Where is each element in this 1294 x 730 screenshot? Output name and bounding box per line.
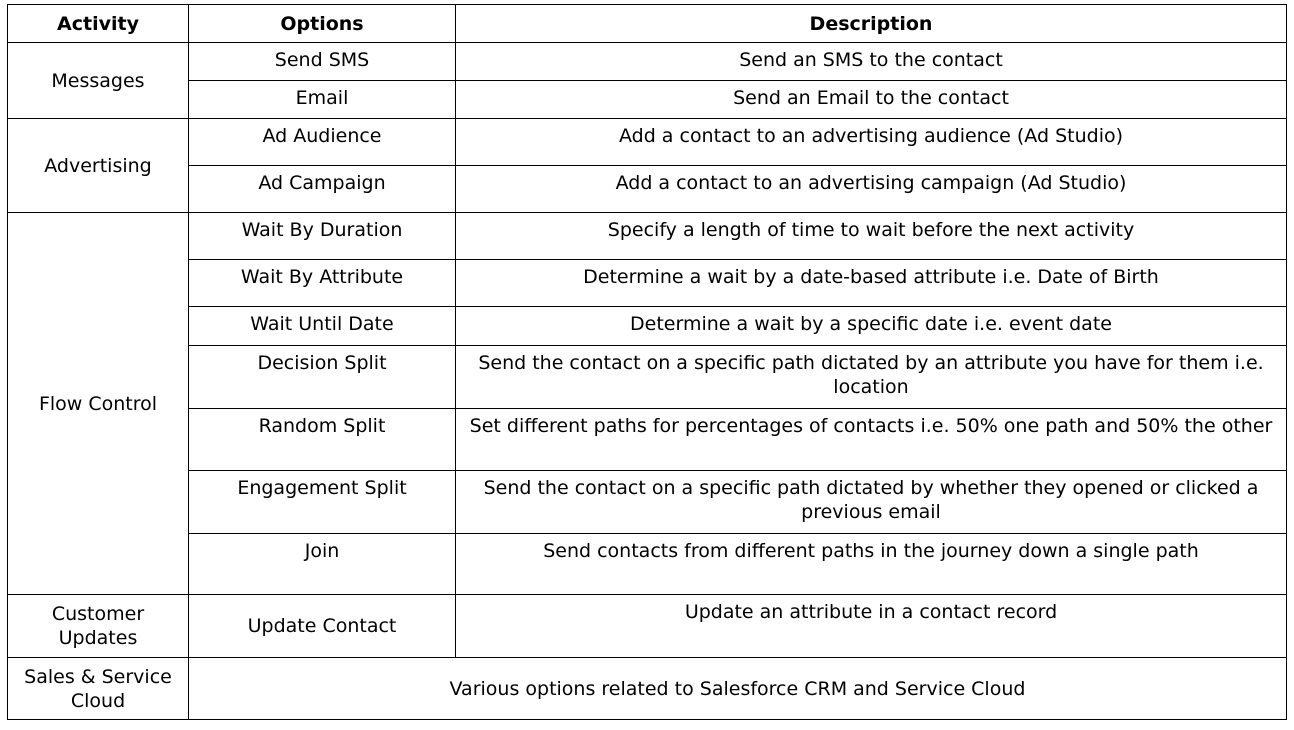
table-row xyxy=(8,595,1287,658)
table-row xyxy=(8,213,1287,260)
table-row xyxy=(8,409,1287,471)
description-sales-service-cloud: Various options related to Salesforce CRM and Service Cloud xyxy=(189,658,1287,720)
description-email: Send an Email to the contact xyxy=(456,81,1287,119)
activity-advertising: Advertising xyxy=(8,119,189,213)
option-ad-campaign: Ad Campaign xyxy=(189,166,456,213)
description-join: Send contacts from different paths in the journey down a single path xyxy=(456,534,1287,595)
header-options: Options xyxy=(189,5,456,43)
description-engagement-split: Send the contact on a specific path dictated by whether they opened or clicked a previous email xyxy=(456,471,1287,534)
table-row xyxy=(8,534,1287,595)
option-wait-by-duration: Wait By Duration xyxy=(189,213,456,260)
table-row xyxy=(8,307,1287,346)
table-row xyxy=(8,166,1287,213)
table-row xyxy=(8,346,1287,409)
option-send-sms: Send SMS xyxy=(189,43,456,81)
option-random-split: Random Split xyxy=(189,409,456,471)
activity-flow-control: Flow Control xyxy=(8,213,189,595)
option-join: Join xyxy=(189,534,456,595)
table-row xyxy=(8,471,1287,534)
header-row xyxy=(8,5,1287,43)
description-ad-audience: Add a contact to an advertising audience (Ad Studio) xyxy=(456,119,1287,166)
header-activity: Activity xyxy=(8,5,189,43)
option-decision-split: Decision Split xyxy=(189,346,456,409)
table-row xyxy=(8,260,1287,307)
table-body xyxy=(8,43,1287,720)
option-wait-until-date: Wait Until Date xyxy=(189,307,456,346)
table-header xyxy=(8,5,1287,43)
description-random-split: Set different paths for percentages of contacts i.e. 50% one path and 50% the other xyxy=(456,409,1287,471)
activity-sales-service-cloud: Sales & Service Cloud xyxy=(8,658,189,720)
table-row xyxy=(8,119,1287,166)
activity-messages: Messages xyxy=(8,43,189,119)
option-wait-by-attribute: Wait By Attribute xyxy=(189,260,456,307)
description-update-contact: Update an attribute in a contact record xyxy=(456,595,1287,658)
header-description: Description xyxy=(456,5,1287,43)
activity-options-table xyxy=(7,4,1287,720)
description-ad-campaign: Add a contact to an advertising campaign (Ad Studio) xyxy=(456,166,1287,213)
option-engagement-split: Engagement Split xyxy=(189,471,456,534)
description-wait-by-duration: Specify a length of time to wait before the next activity xyxy=(456,213,1287,260)
option-update-contact: Update Contact xyxy=(189,595,456,658)
option-ad-audience: Ad Audience xyxy=(189,119,456,166)
description-wait-until-date: Determine a wait by a specific date i.e. event date xyxy=(456,307,1287,346)
description-decision-split: Send the contact on a specific path dictated by an attribute you have for them i.e. location xyxy=(456,346,1287,409)
description-send-sms: Send an SMS to the contact xyxy=(456,43,1287,81)
description-wait-by-attribute: Determine a wait by a date-based attribute i.e. Date of Birth xyxy=(456,260,1287,307)
activity-customer-updates: Customer Updates xyxy=(8,595,189,658)
table-row xyxy=(8,81,1287,119)
table-row xyxy=(8,43,1287,81)
table-row xyxy=(8,658,1287,720)
option-email: Email xyxy=(189,81,456,119)
